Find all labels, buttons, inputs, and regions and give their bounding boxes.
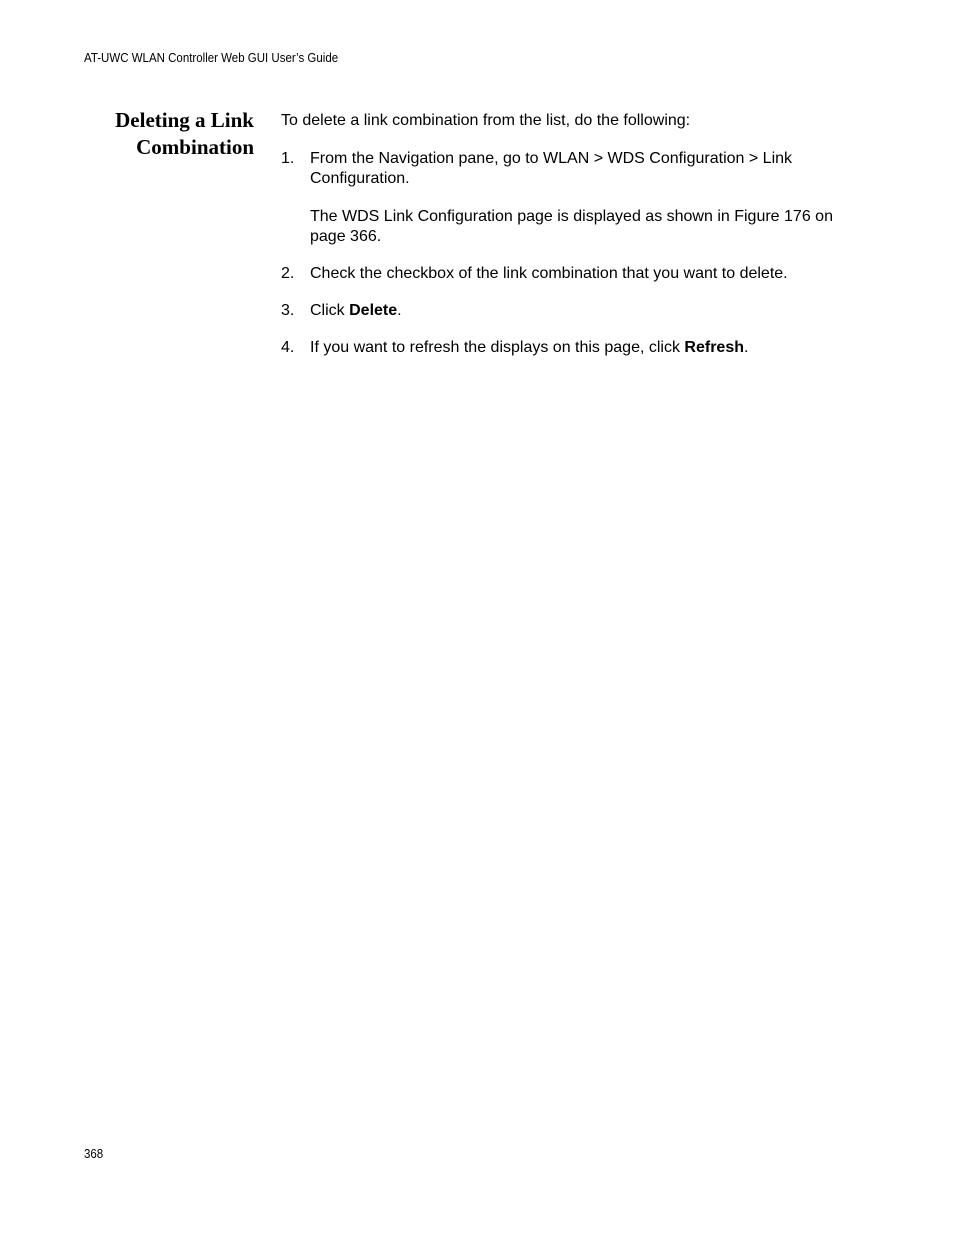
refresh-label: Refresh xyxy=(684,339,744,356)
step-item-2 xyxy=(281,264,851,284)
section-heading-line-1: Deleting a Link xyxy=(115,108,254,132)
step-text-suffix: . xyxy=(744,339,749,356)
step-text-suffix: . xyxy=(397,302,402,319)
step-note: The WDS Link Configuration page is displayed as shown in Figure 176 on page 366. xyxy=(310,208,833,245)
step-text xyxy=(310,301,851,321)
section-heading xyxy=(60,107,254,161)
step-item-1 xyxy=(281,149,851,247)
step-number: 1. xyxy=(281,150,295,167)
running-header: AT-UWC WLAN Controller Web GUI User’s Guide xyxy=(84,51,339,65)
page-number: 368 xyxy=(84,1147,104,1161)
delete-label: Delete xyxy=(349,302,398,319)
steps-list xyxy=(281,149,851,358)
step-number: 4. xyxy=(281,339,295,356)
step-text-prefix: Click xyxy=(310,302,350,319)
section-body xyxy=(281,111,851,375)
section-heading-line-2: Combination xyxy=(136,135,254,159)
step-number: 2. xyxy=(281,265,295,282)
step-text-prefix: If you want to refresh the displays on this page, click xyxy=(310,339,685,356)
step-text xyxy=(310,338,851,358)
step-text: Check the checkbox of the link combination that you want to delete. xyxy=(310,265,788,282)
step-text: From the Navigation pane, go to WLAN > WDS Configuration > Link Configuration. xyxy=(310,150,793,187)
step-item-4 xyxy=(281,338,851,358)
intro-paragraph: To delete a link combination from the list, do the following: xyxy=(281,112,691,129)
step-item-3 xyxy=(281,301,851,321)
step-number: 3. xyxy=(281,302,295,319)
